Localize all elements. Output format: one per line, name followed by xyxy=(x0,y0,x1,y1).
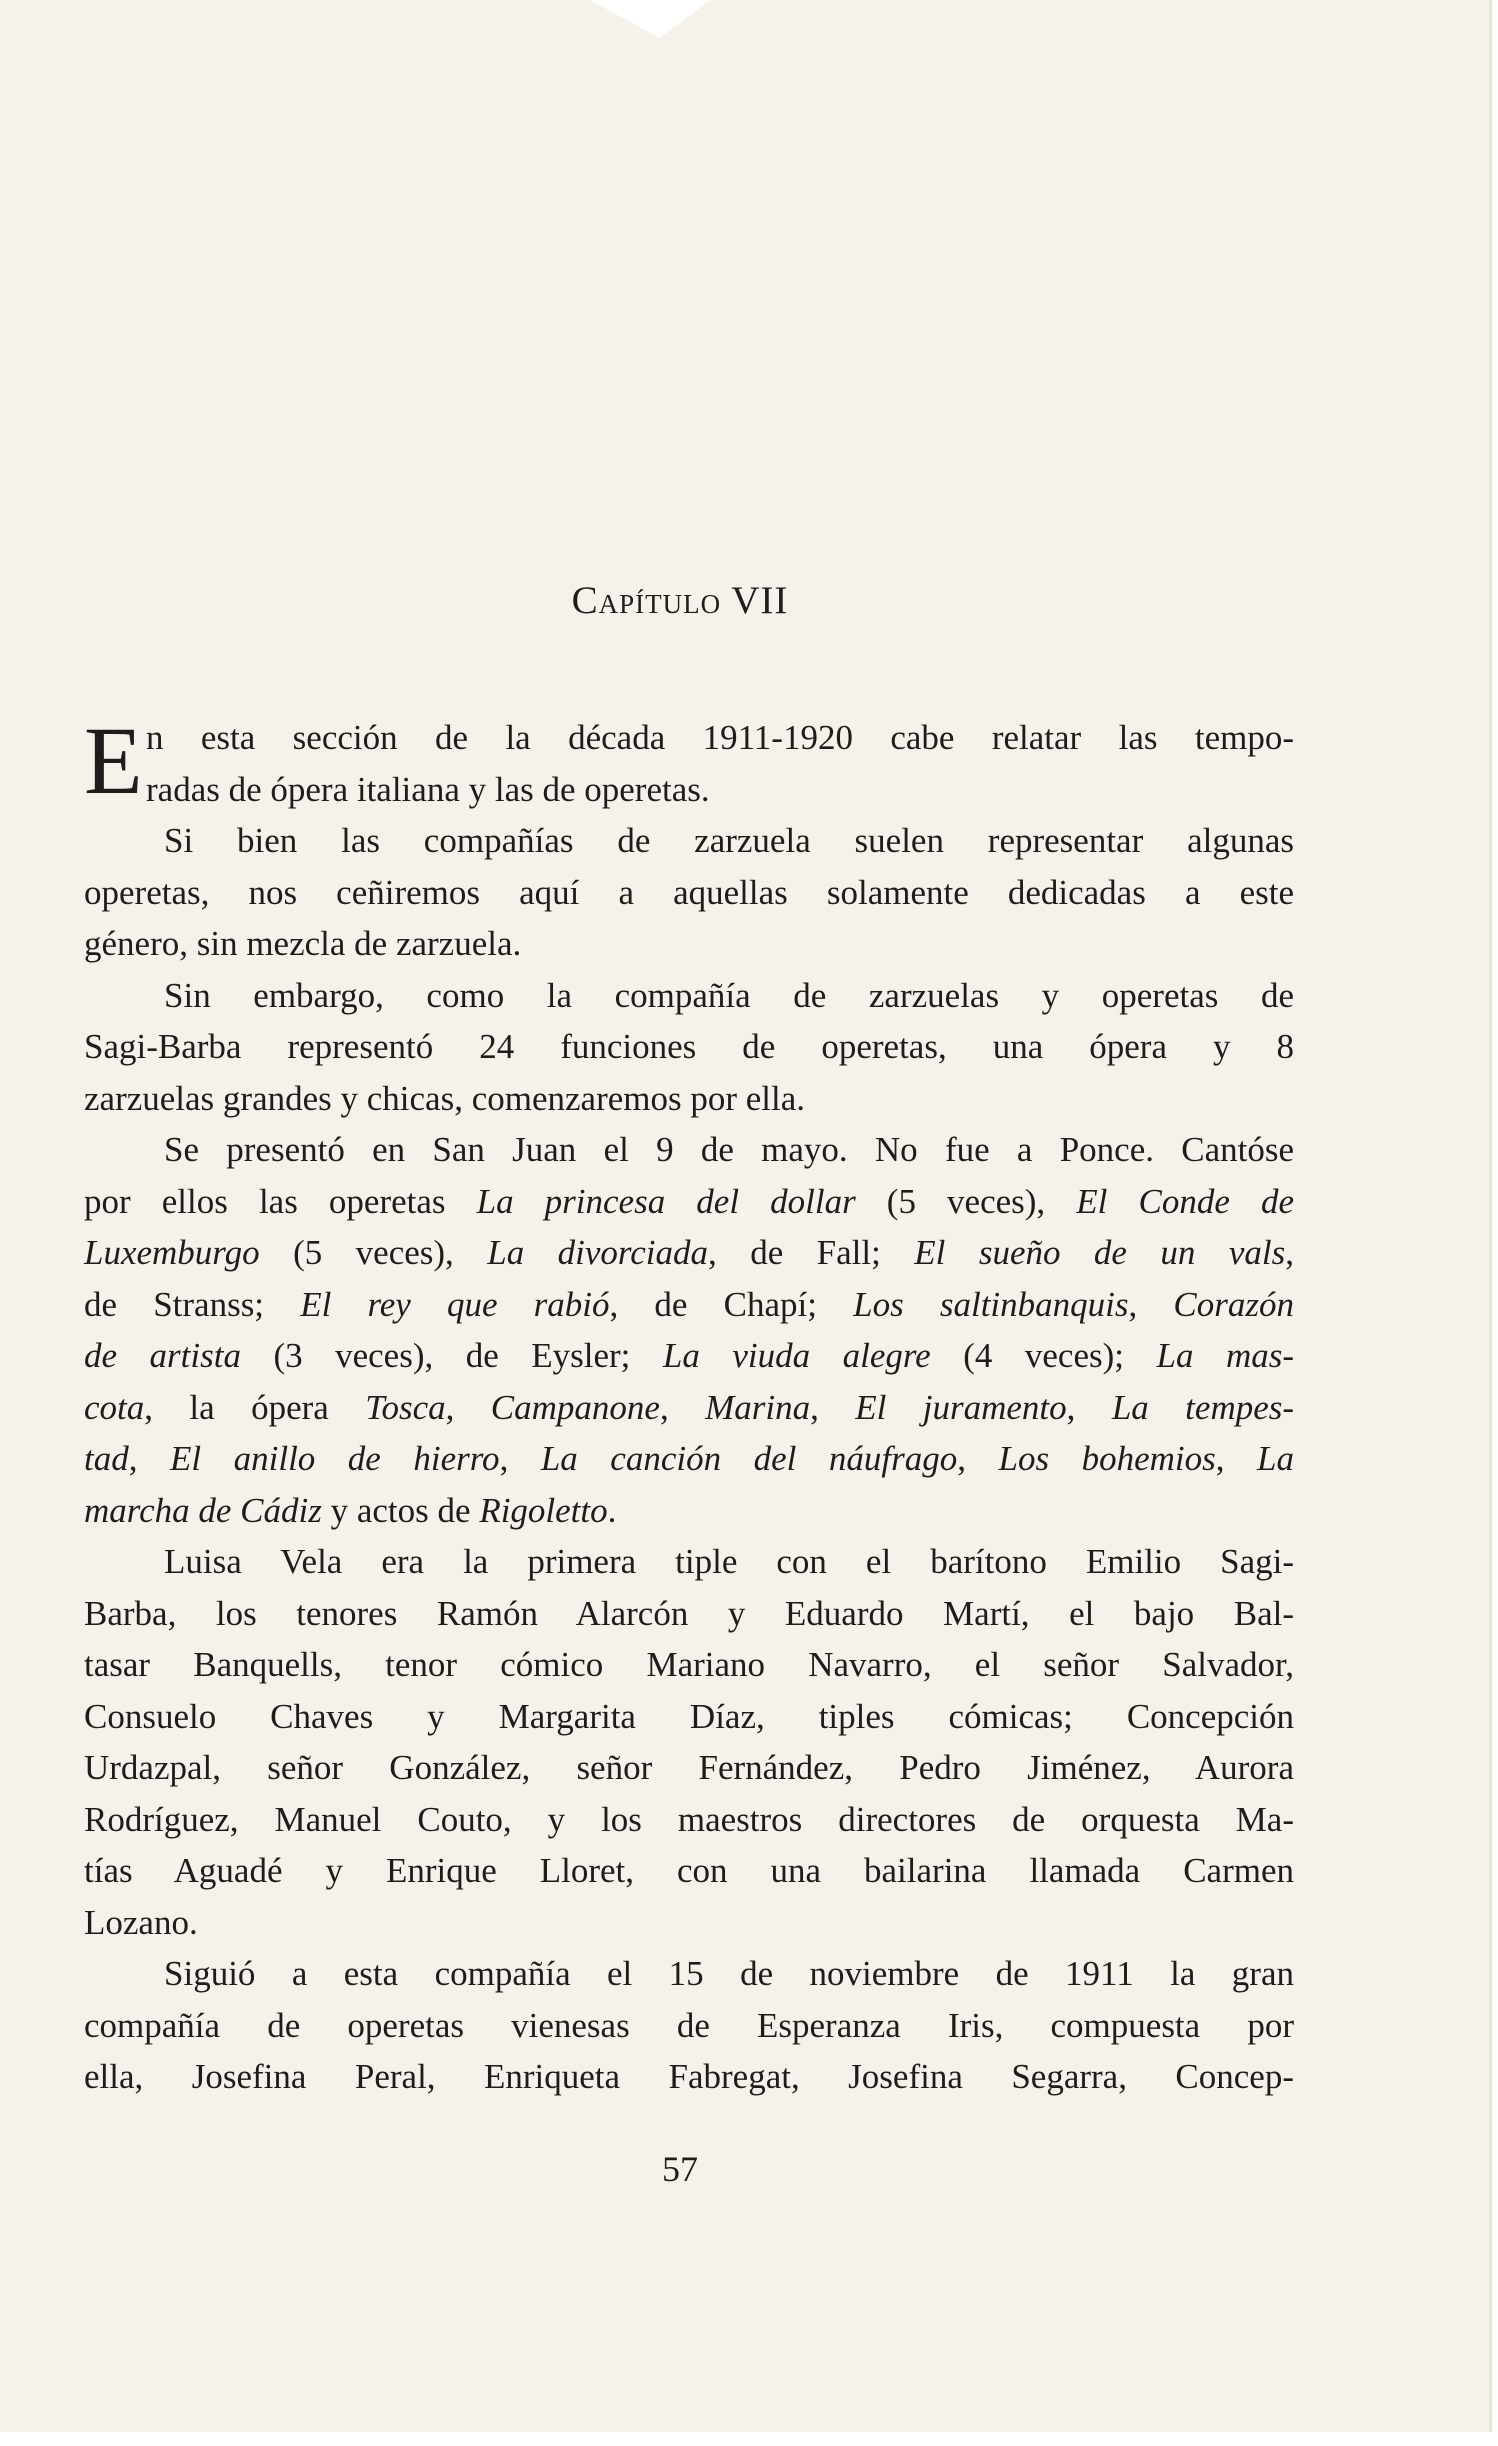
text-line: radas de ópera italiana y las de operetas. xyxy=(146,769,710,809)
text-line: género, sin mezcla de zarzuela. xyxy=(84,924,522,963)
page-number: 57 xyxy=(662,2149,698,2189)
text-line: de artista (3 veces), de Eysler; La viuda alegre (4 veces); La mas- xyxy=(84,1336,1294,1375)
paragraph xyxy=(84,1948,1294,2103)
text-line: Se presentó en San Juan el 9 de mayo. No fue a Ponce. Cantóse xyxy=(164,1130,1294,1169)
text-line: de Stranss; El rey que rabió, de Chapí; Los saltinbanquis, Corazón xyxy=(84,1284,1294,1324)
text-line: cota, la ópera Tosca, Campanone, Marina, El juramento, La tempes- xyxy=(84,1387,1295,1427)
text-line: tasar Banquells, tenor cómico Mariano Navarro, el señor Salvador, xyxy=(84,1645,1294,1684)
text-line: Siguió a esta compañía el 15 de noviembre de 1911 la gran xyxy=(164,1954,1294,1993)
text-line: Lozano. xyxy=(84,1902,198,1942)
text-line: n esta sección de la década 1911-1920 cabe relatar las tempo- xyxy=(146,718,1294,757)
text-line: marcha de Cádiz y actos de Rigoletto. xyxy=(84,1490,617,1530)
paragraph xyxy=(84,1536,1294,1948)
text-line: tad, El anillo de hierro, La canción del náufrago, Los bohemios, La xyxy=(84,1439,1294,1478)
text-line: Luisa Vela era la primera tiple con el barítono Emilio Sagi- xyxy=(164,1542,1294,1581)
text-line: por ellos las operetas La princesa del dollar (5 veces), El Conde de xyxy=(84,1181,1294,1221)
text-line: Barba, los tenores Ramón Alarcón y Eduardo Martí, el bajo Bal- xyxy=(84,1593,1294,1633)
paragraph xyxy=(84,1124,1294,1536)
paragraph xyxy=(84,970,1294,1125)
text-line: Sin embargo, como la compañía de zarzuelas y operetas de xyxy=(164,975,1294,1015)
text-line: compañía de operetas vienesas de Esperanza Iris, compuesta por xyxy=(84,2005,1294,2045)
text-line: ella, Josefina Peral, Enriqueta Fabregat, Josefina Segarra, Concep- xyxy=(84,2057,1294,2096)
text-line: operetas, nos ceñiremos aquí a aquellas solamente dedicadas a este xyxy=(84,872,1294,912)
text-line: tías Aguadé y Enrique Lloret, con una bailarina llamada Carmen xyxy=(84,1851,1294,1890)
text-line: Rodríguez, Manuel Couto, y los maestros directores de orquesta Ma- xyxy=(84,1799,1294,1839)
text-line: Si bien las compañías de zarzuela suelen representar algunas xyxy=(164,821,1294,860)
page-notch xyxy=(590,0,710,38)
paragraph xyxy=(84,815,1294,970)
drop-cap: E xyxy=(84,707,143,814)
text-line: Consuelo Chaves y Margarita Díaz, tiples cómicas; Concepción xyxy=(84,1696,1294,1736)
text-line: Urdazpal, señor González, señor Fernández, Pedro Jiménez, Aurora xyxy=(84,1748,1294,1787)
text-line: Sagi-Barba representó 24 funciones de operetas, una ópera y 8 xyxy=(84,1027,1294,1066)
text-line: Luxemburgo (5 veces), La divorciada, de Fall; El sueño de un vals, xyxy=(84,1233,1294,1272)
chapter-body xyxy=(84,707,1295,2103)
paragraph-opening xyxy=(84,707,1294,815)
chapter-title: Capítulo VII xyxy=(571,579,789,622)
text-line: zarzuelas grandes y chicas, comenzaremos por ella. xyxy=(84,1078,806,1118)
